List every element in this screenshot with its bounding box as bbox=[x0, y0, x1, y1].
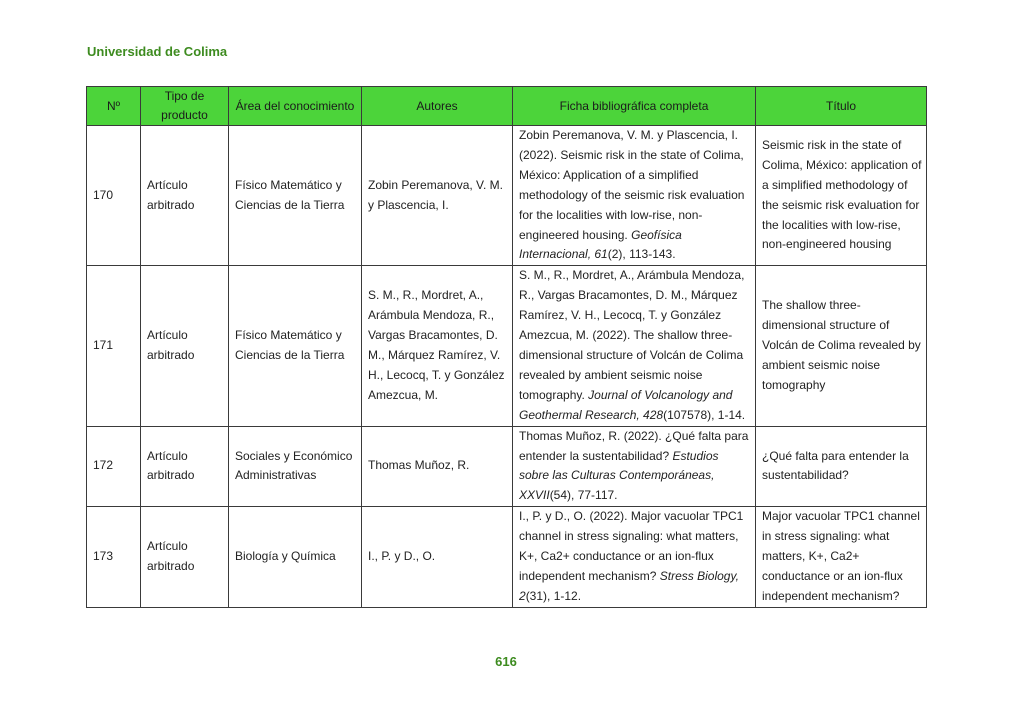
ficha-journal: Stress Biology, 2 bbox=[519, 568, 739, 603]
row-autores: S. M., R., Mordret, A., Arámbula Mendoza, R., Vargas Bracamontes, D. M., Márquez Ramírez, V. H., Lecocq, T. y González Amezcua, M. bbox=[362, 266, 513, 426]
row-area: Físico Matemático y Ciencias de la Tierra bbox=[229, 126, 362, 266]
ficha-journal: Estudios sobre las Culturas Contemporáneas, XXVII bbox=[519, 448, 719, 503]
row-ficha bbox=[513, 507, 756, 608]
bibliography-table bbox=[86, 86, 927, 608]
column-header-tipo: Tipo de producto bbox=[141, 87, 229, 126]
row-tipo: Artículo arbitrado bbox=[141, 507, 229, 608]
ficha-text: Thomas Muñoz, R. (2022). ¿Qué falta para entender la sustentabilidad? bbox=[519, 428, 749, 463]
column-header-area: Área del conocimiento bbox=[229, 87, 362, 126]
table-row bbox=[87, 266, 927, 426]
row-tipo: Artículo arbitrado bbox=[141, 126, 229, 266]
row-titulo: Major vacuolar TPC1 channel in stress signaling: what matters, K+, Ca2+ conductance or an ion-flux independent mechanism? bbox=[756, 507, 927, 608]
row-area: Sociales y Económico Administrativas bbox=[229, 426, 362, 507]
row-tipo: Artículo arbitrado bbox=[141, 426, 229, 507]
row-autores: Zobin Peremanova, V. M. y Plascencia, I. bbox=[362, 126, 513, 266]
column-header-titulo: Título bbox=[756, 87, 927, 126]
column-header-ficha: Ficha bibliográfica completa bbox=[513, 87, 756, 126]
ficha-pages: (31), 1-12. bbox=[525, 588, 582, 603]
ficha-pages: (2), 113-143. bbox=[607, 247, 676, 262]
row-autores: Thomas Muñoz, R. bbox=[362, 426, 513, 507]
ficha-journal: Journal of Volcanology and Geothermal Research, 428 bbox=[519, 387, 733, 422]
row-ficha bbox=[513, 266, 756, 426]
table-row bbox=[87, 126, 927, 266]
row-number: 172 bbox=[87, 426, 141, 507]
table-row bbox=[87, 507, 927, 608]
row-titulo: The shallow three-dimensional structure of Volcán de Colima revealed by ambient seismic noise tomography bbox=[756, 266, 927, 426]
ficha-text: Zobin Peremanova, V. M. y Plascencia, I. (2022). Seismic risk in the state of Colima, México: Application of a simplified methodology of the seismic risk evaluation for the localities with low-rise, non-engineered housing. bbox=[519, 128, 745, 242]
ficha-pages: (107578), 1-14. bbox=[663, 407, 746, 422]
row-area: Físico Matemático y Ciencias de la Tierra bbox=[229, 266, 362, 426]
row-number: 171 bbox=[87, 266, 141, 426]
page-number: 616 bbox=[495, 654, 517, 669]
row-number: 173 bbox=[87, 507, 141, 608]
table-header-row bbox=[87, 87, 927, 126]
row-number: 170 bbox=[87, 126, 141, 266]
ficha-text: S. M., R., Mordret, A., Arámbula Mendoza, R., Vargas Bracamontes, D. M., Márquez Ramírez, V. H., Lecocq, T. y González Amezcua, M. (2022). The shallow three-dimensional structure of Volcán de Colima revealed by ambient seismic noise tomography. bbox=[519, 268, 745, 402]
row-titulo: Seismic risk in the state of Colima, México: application of a simplified methodology of the seismic risk evaluation for the localities with low-rise, non-engineered housing bbox=[756, 126, 927, 266]
ficha-text: I., P. y D., O. (2022). Major vacuolar TPC1 channel in stress signaling: what matters, K+, Ca2+ conductance or an ion-flux independent mechanism? bbox=[519, 509, 744, 583]
row-titulo: ¿Qué falta para entender la sustentabilidad? bbox=[756, 426, 927, 507]
column-header-autores: Autores bbox=[362, 87, 513, 126]
table-row bbox=[87, 426, 927, 507]
column-header-num: Nº bbox=[87, 87, 141, 126]
ficha-pages: (54), 77-117. bbox=[549, 488, 618, 503]
institution-header: Universidad de Colima bbox=[87, 44, 228, 59]
ficha-journal: Geofísica Internacional, 61 bbox=[519, 227, 682, 262]
row-area: Biología y Química bbox=[229, 507, 362, 608]
row-tipo: Artículo arbitrado bbox=[141, 266, 229, 426]
row-ficha bbox=[513, 426, 756, 507]
row-ficha bbox=[513, 126, 756, 266]
row-autores: I., P. y D., O. bbox=[362, 507, 513, 608]
